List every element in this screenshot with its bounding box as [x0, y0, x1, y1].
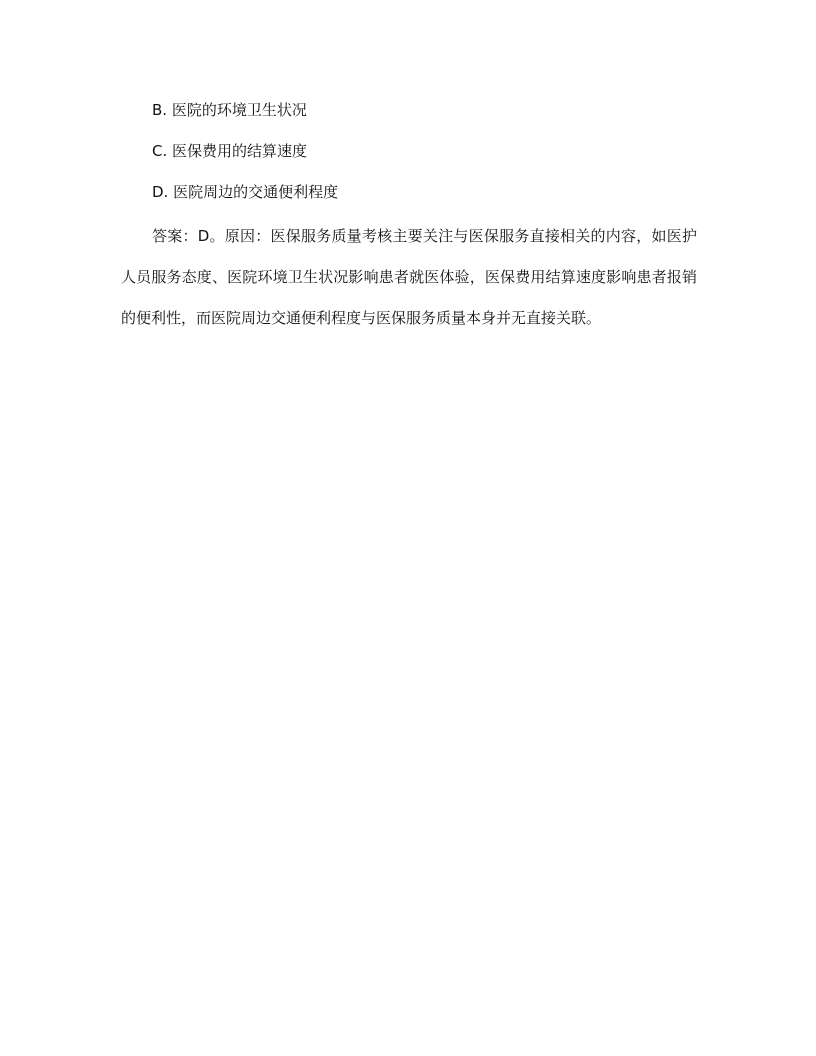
option-b: B. 医院的环境卫生状况 [152, 101, 307, 119]
question-content [121, 93, 697, 339]
answer-paragraph: 答案：D。原因：医保服务质量考核主要关注与医保服务直接相关的内容，如医护人员服务态度、医院环境卫生状况影响患者就医体验，医保费用结算速度影响患者报销的便利性，而医院周边交通便利程度与医保服务质量本身并无直接关联。 [121, 227, 697, 327]
option-d: D. 医院周边的交通便利程度 [152, 183, 339, 201]
option-c: C. 医保费用的结算速度 [152, 142, 308, 160]
